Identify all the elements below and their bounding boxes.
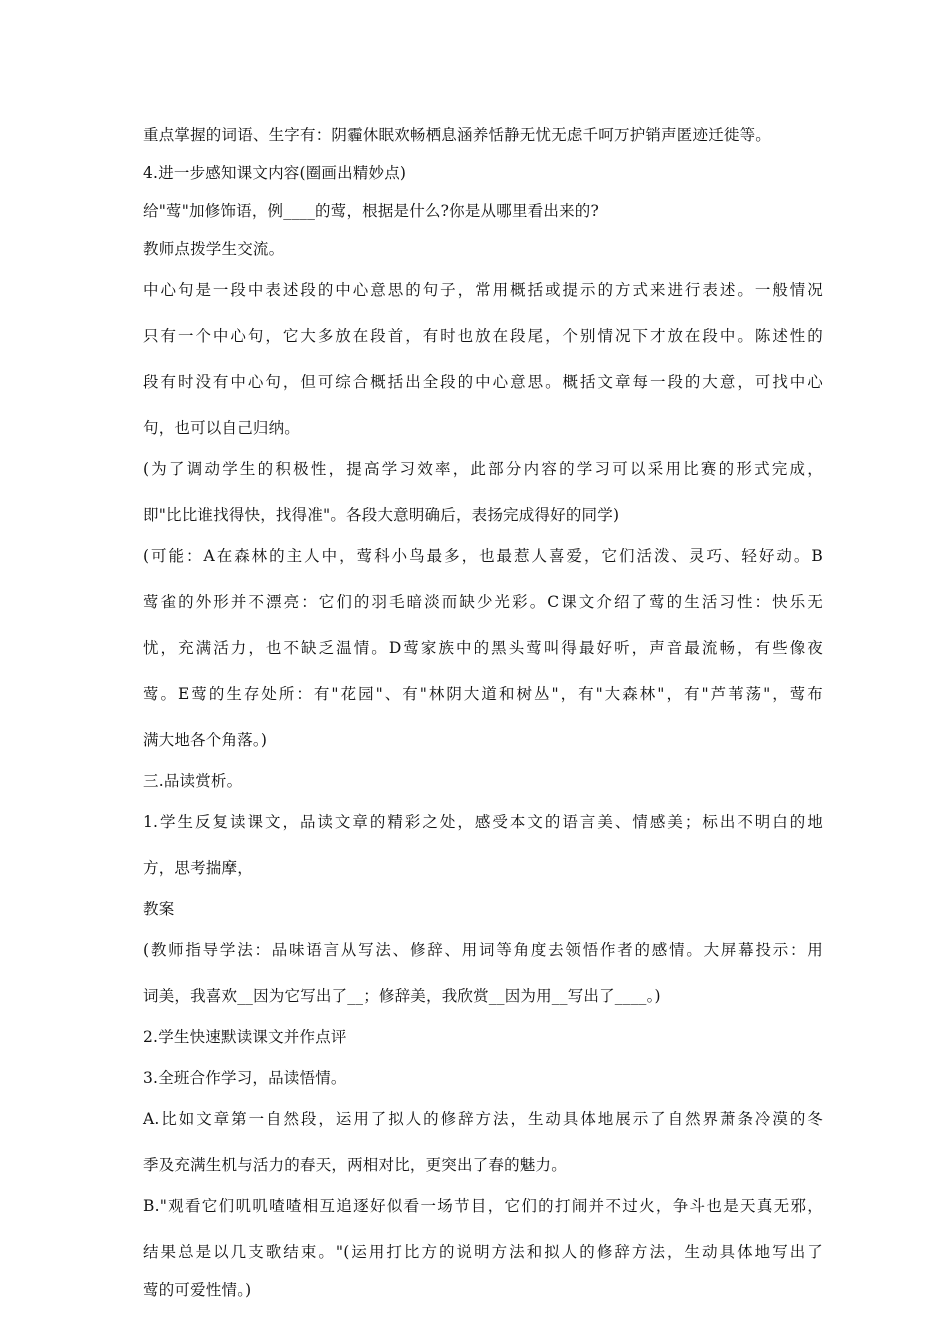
text-line: A.比如文章第一自然段，运用了拟人的修辞方法，生动具体地展示了自然界萧条冷漠的冬 (143, 1110, 823, 1128)
text-line: 2.学生快速默读课文并作点评 (143, 1028, 347, 1046)
text-line: 即"比比谁找得快，找得准"。各段大意明确后，表扬完成得好的同学) (143, 506, 620, 524)
text-line: 3.全班合作学习，品读悟情。 (143, 1069, 347, 1087)
text-line: 忧，充满活力，也不缺乏温情。D莺家族中的黑头莺叫得最好听，声音最流畅，有些像夜 (143, 639, 823, 657)
document-body (143, 125, 823, 1300)
text-line: 莺雀的外形并不漂亮：它们的羽毛暗淡而缺少光彩。C课文介绍了莺的生活习性：快乐无 (143, 593, 823, 611)
text-line: 莺。E莺的生存处所：有"花园"、有"林阴大道和树丛"，有"大森林"，有"芦苇荡"，莺布 (143, 685, 823, 703)
text-line: 词美，我喜欢__因为它写出了__；修辞美，我欣赏__因为用__写出了____。) (143, 987, 661, 1005)
text-line: 只有一个中心句，它大多放在段首，有时也放在段尾，个别情况下才放在段中。陈述性的 (143, 327, 823, 345)
text-line: 方，思考揣摩， (143, 859, 253, 877)
text-line: 季及充满生机与活力的春天，两相对比，更突出了春的魅力。 (143, 1156, 567, 1174)
text-line: 4.进一步感知课文内容(圈画出精妙点) (143, 164, 407, 182)
text-line: B."观看它们叽叽喳喳相互追逐好似看一场节目，它们的打闹并不过火，争斗也是天真无邪， (143, 1197, 823, 1215)
text-line: 莺的可爱性情。) (143, 1281, 252, 1299)
text-line: 满大地各个角落。) (143, 731, 268, 749)
text-line: 结果总是以几支歌结束。"(运用打比方的说明方法和拟人的修辞方法，生动具体地写出了 (143, 1243, 823, 1261)
text-line: 中心句是一段中表述段的中心意思的句子，常用概括或提示的方式来进行表述。一般情况 (143, 281, 823, 299)
text-line: (教师指导学法：品味语言从写法、修辞、用词等角度去领悟作者的感情。大屏幕投示：用 (143, 941, 823, 959)
text-line: (为了调动学生的积极性，提高学习效率，此部分内容的学习可以采用比赛的形式完成， (143, 460, 823, 478)
text-line: 1.学生反复读课文，品读文章的精彩之处，感受本文的语言美、情感美；标出不明白的地 (143, 813, 823, 831)
text-line: (可能：A在森林的主人中，莺科小鸟最多，也最惹人喜爱，它们活泼、灵巧、轻好动。B (143, 547, 823, 565)
text-line: 段有时没有中心句，但可综合概括出全段的中心意思。概括文章每一段的大意，可找中心 (143, 373, 823, 391)
text-line: 重点掌握的词语、生字有：阴霾休眠欢畅栖息涵养恬静无忧无虑千呵万护销声匿迹迁徙等。 (143, 126, 772, 144)
text-line: 教案 (143, 900, 175, 918)
text-line: 教师点拨学生交流。 (143, 240, 285, 258)
section-heading: 三.品读赏析。 (143, 772, 243, 790)
text-line: 句，也可以自己归纳。 (143, 419, 301, 437)
text-line: 给"莺"加修饰语，例____的莺，根据是什么?你是从哪里看出来的? (143, 202, 599, 220)
